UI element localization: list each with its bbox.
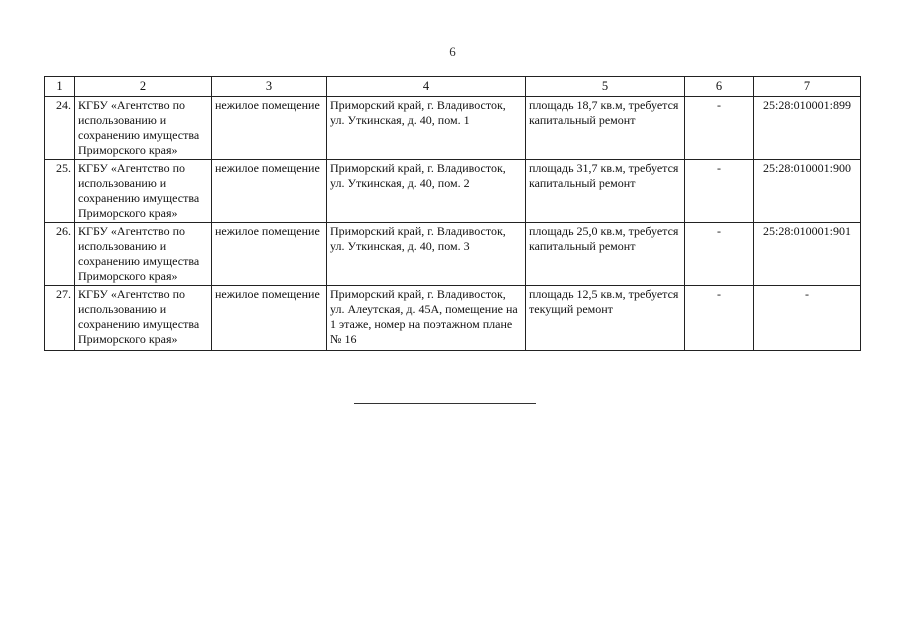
cadastral-cell: 25:28:010001:899 — [754, 97, 861, 160]
type-cell: нежилое помещение — [212, 160, 327, 223]
cadastral-cell: - — [754, 286, 861, 351]
table-row — [45, 97, 861, 160]
description-cell: площадь 18,7 кв.м, требуется капитальный ремонт — [526, 97, 685, 160]
address-cell: Приморский край, г. Владивосток, ул. Алеутская, д. 45А, помещение на 1 этаже, номер на поэтажном плане № 16 — [327, 286, 526, 351]
holder-cell: КГБУ «Агентство по использованию и сохранению имущества Приморского края» — [75, 97, 212, 160]
header-col-1: 1 — [45, 77, 75, 97]
cadastral-cell: 25:28:010001:901 — [754, 223, 861, 286]
col6-cell: - — [685, 97, 754, 160]
col6-cell: - — [685, 286, 754, 351]
cadastral-cell: 25:28:010001:900 — [754, 160, 861, 223]
holder-cell: КГБУ «Агентство по использованию и сохранению имущества Приморского края» — [75, 223, 212, 286]
address-cell: Приморский край, г. Владивосток, ул. Уткинская, д. 40, пом. 3 — [327, 223, 526, 286]
table-header-row — [45, 77, 861, 97]
address-cell: Приморский край, г. Владивосток, ул. Уткинская, д. 40, пом. 2 — [327, 160, 526, 223]
description-cell: площадь 12,5 кв.м, требуется текущий ремонт — [526, 286, 685, 351]
row-number: 26. — [45, 223, 75, 286]
type-cell: нежилое помещение — [212, 286, 327, 351]
description-cell: площадь 25,0 кв.м, требуется капитальный ремонт — [526, 223, 685, 286]
table-row — [45, 223, 861, 286]
row-number: 25. — [45, 160, 75, 223]
page-number: 6 — [449, 44, 456, 59]
holder-cell: КГБУ «Агентство по использованию и сохранению имущества Приморского края» — [75, 160, 212, 223]
table-row — [45, 160, 861, 223]
header-col-2: 2 — [75, 77, 212, 97]
header-col-7: 7 — [754, 77, 861, 97]
description-cell: площадь 31,7 кв.м, требуется капитальный ремонт — [526, 160, 685, 223]
header-col-3: 3 — [212, 77, 327, 97]
type-cell: нежилое помещение — [212, 97, 327, 160]
header-col-6: 6 — [685, 77, 754, 97]
row-number: 24. — [45, 97, 75, 160]
property-table — [44, 76, 861, 351]
header-col-4: 4 — [327, 77, 526, 97]
type-cell: нежилое помещение — [212, 223, 327, 286]
address-cell: Приморский край, г. Владивосток, ул. Уткинская, д. 40, пом. 1 — [327, 97, 526, 160]
header-col-5: 5 — [526, 77, 685, 97]
table-row — [45, 286, 861, 351]
col6-cell: - — [685, 223, 754, 286]
closing-rule — [354, 403, 536, 404]
row-number: 27. — [45, 286, 75, 351]
col6-cell: - — [685, 160, 754, 223]
holder-cell: КГБУ «Агентство по использованию и сохранению имущества Приморского края» — [75, 286, 212, 351]
